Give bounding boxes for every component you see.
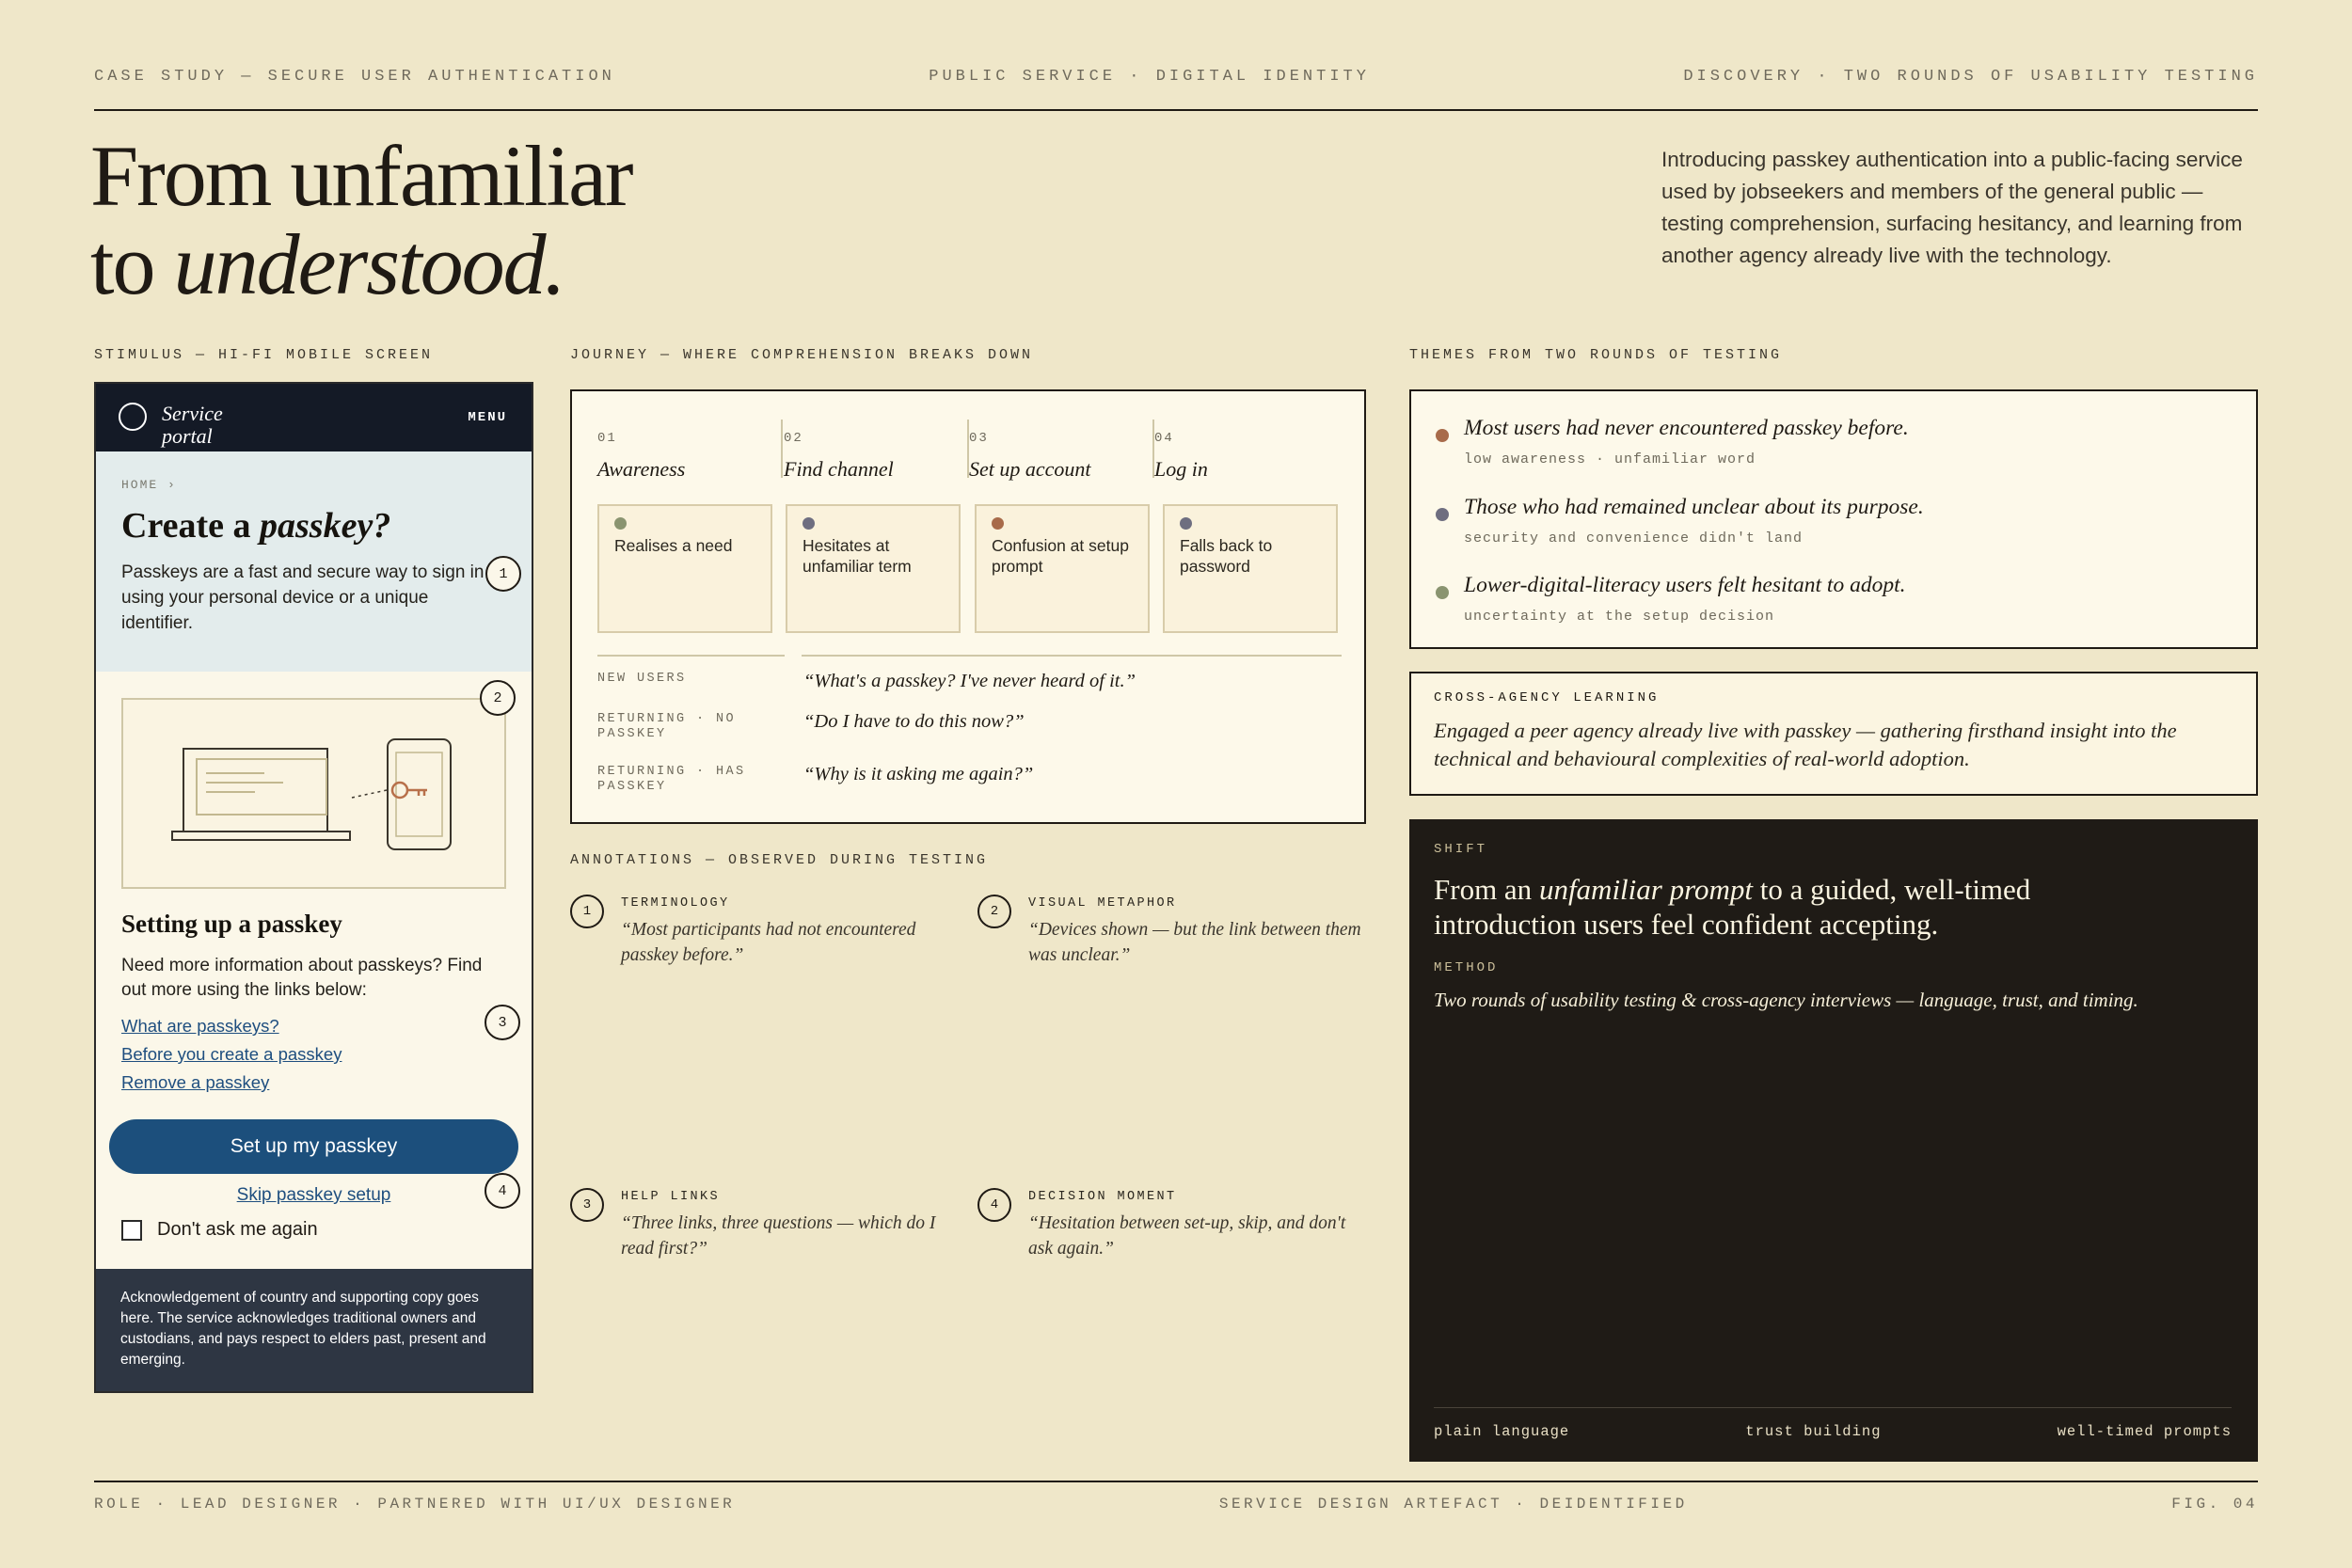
theme-subtitle: uncertainty at the setup decision [1464,609,1775,625]
mobile-screen-mockup [94,382,533,1393]
intro-paragraph: Introducing passkey authentication into a public-facing service used by jobseekers and members of the general public — testing comprehension, surfacing hesitancy, and learning from another agency already live with the technology. [1661,148,2243,267]
journey-card-3 [975,504,1150,633]
status-dot [614,517,627,530]
themes-panel [1409,389,2258,649]
title-line-2-prefix: to [90,216,174,312]
marker-3: 3 [485,1005,520,1040]
link-remove-passkey[interactable]: Remove a passkey [121,1072,270,1092]
stage-log-in [1154,420,1340,481]
themes-label: THEMES FROM TWO ROUNDS OF TESTING [1409,347,1783,363]
status-dot [992,517,1004,530]
help-links [121,1012,506,1097]
case-study-label: CASE STUDY — SECURE USER AUTHENTICATION [94,68,615,86]
phone-footer: Acknowledgement of country and supporting copy goes here. The service acknowledges traditional owners and custodians, and pays respect to elders past, present and emerging. [96,1269,532,1391]
card-text: Hesitates at unfamiliar term [803,536,912,576]
stimulus-label: STIMULUS — HI-FI MOBILE SCREEN [94,347,434,363]
setup-heading: Setting up a passkey [121,910,342,938]
setup-body: Need more information about passkeys? Find out more using the links below: [121,956,483,1000]
tag-well-timed-prompts: well-timed prompts [2057,1423,2232,1440]
annotation-heading: HELP LINKS [621,1190,721,1204]
theme-dot [1436,586,1449,599]
stage-awareness [597,420,783,481]
laptop-phone-key-icon [123,700,509,887]
phone-title-emphasis: passkey? [260,506,391,546]
devices-illustration [121,698,506,889]
divider [802,655,1342,657]
marker-1: 1 [485,556,521,592]
phone-header [96,384,532,451]
stage-name: Set up account [969,457,1091,481]
setup-passkey-button[interactable]: Set up my passkey [109,1119,518,1174]
annotation-quote: “Most participants had not encountered passkey before.” [621,920,916,965]
method-text: Two rounds of usability testing & cross-agency interviews — language, trust, and timing. [1434,989,2138,1011]
annotations-label: ANNOTATIONS — OBSERVED DURING TESTING [570,852,989,868]
status-dot [803,517,815,530]
annotation-marker: 2 [977,895,1011,928]
stage-name: Find channel [784,457,894,481]
annotation-quote: “Hesitation between set-up, skip, and don't ask again.” [1028,1213,1346,1259]
stage-number: 04 [1154,431,1174,446]
top-bar [94,56,2258,111]
annotation-heading: VISUAL METAPHOR [1028,896,1177,911]
page-title [90,128,632,312]
quote-new-users: “What's a passkey? I've never heard of it.” [803,671,1136,691]
tag-plain-language: plain language [1434,1423,1570,1440]
theme-dot [1436,429,1449,442]
theme-dot [1436,508,1449,521]
theme-title: Most users had never encountered passkey before. [1464,416,1909,440]
shift-panel [1409,819,2258,1462]
shift-tags [1434,1407,2232,1443]
breadcrumb[interactable]: HOME › [121,478,177,492]
cross-agency-label: CROSS-AGENCY LEARNING [1434,690,1660,705]
figure-label: FIG. 04 [2171,1496,2258,1513]
checkbox-label: Don't ask me again [157,1219,318,1240]
theme-title: Lower-digital-literacy users felt hesitant to adopt. [1464,573,1906,597]
journey-card-1 [597,504,772,633]
phone-hero [96,451,532,672]
method-label: METHOD [1434,960,1499,975]
domain-label: PUBLIC SERVICE · DIGITAL IDENTITY [929,68,1370,86]
phone-title-prefix: Create a [121,506,261,546]
shift-label: SHIFT [1434,842,1488,857]
cross-agency-panel [1409,672,2258,796]
card-text: Falls back to password [1180,536,1273,576]
annotation-heading: DECISION MOMENT [1028,1190,1177,1204]
role-label: ROLE · LEAD DESIGNER · PARTNERED WITH UI/UX DESIGNER [94,1496,736,1513]
theme-subtitle: security and convenience didn't land [1464,531,1804,546]
link-before-you-create[interactable]: Before you create a passkey [121,1044,342,1064]
title-line-1: From unfamiliar [90,128,632,224]
checkbox[interactable] [121,1220,142,1241]
journey-card-2 [786,504,961,633]
theme-title: Those who had remained unclear about its purpose. [1464,495,1924,519]
annotation-marker: 1 [570,895,604,928]
stage-number: 03 [969,431,989,446]
marker-2: 2 [480,680,516,716]
card-text: Realises a need [614,536,733,555]
quote-label-new-users: NEW USERS [597,672,687,686]
shift-title-prefix: From an [1434,873,1539,906]
title-emphasis: understood. [173,216,564,312]
tag-trust-building: trust building [1745,1423,1882,1440]
stage-name: Log in [1154,457,1208,481]
cross-agency-text: Engaged a peer agency already live with passkey — gathering firsthand insight into the technical and behavioural complexities of real-world adoption. [1434,719,2177,770]
status-dot [1180,517,1192,530]
annotation-quote: “Three links, three questions — which do I read first?” [621,1213,936,1259]
shift-title [1434,872,2036,942]
annotation-marker: 4 [977,1188,1011,1222]
phone-title [121,505,505,546]
service-brand: Service portal [162,402,223,448]
title-line-2 [90,216,632,312]
artefact-label: SERVICE DESIGN ARTEFACT · DEIDENTIFIED [1218,1496,1688,1513]
marker-4: 4 [485,1173,520,1209]
annotation-heading: TERMINOLOGY [621,896,730,911]
dont-ask-checkbox-row[interactable] [96,1206,532,1241]
stage-number: 01 [597,431,617,446]
annotation-marker: 3 [570,1188,604,1222]
menu-button[interactable]: MENU [468,410,507,425]
logo-icon [119,403,147,431]
journey-label: JOURNEY — WHERE COMPREHENSION BREAKS DOWN [570,347,1034,363]
divider [597,655,785,657]
stage-number: 02 [784,431,803,446]
quote-returning-no-passkey: “Do I have to do this now?” [803,711,1025,732]
shift-title-suffix: to a guided, well-timed introduction users feel confident accepting. [1434,873,2031,941]
quote-returning-has-passkey: “Why is it asking me again?” [803,764,1034,784]
skip-setup-link[interactable]: Skip passkey setup [236,1185,391,1205]
stage-name: Awareness [597,457,686,481]
quote-label-returning-no-passkey: RETURNING · NO PASSKEY [597,712,737,741]
theme-subtitle: low awareness · unfamiliar word [1464,451,1756,467]
phone-lead: Passkeys are a fast and secure way to sign in using your personal device or a unique identifier. [121,562,485,633]
stage-find-channel [784,420,969,481]
shift-title-emphasis: unfamiliar prompt [1538,873,1754,906]
bottom-bar [94,1481,2258,1518]
annotation-quote: “Devices shown — but the link between them was unclear.” [1028,920,1361,965]
link-what-are-passkeys[interactable]: What are passkeys? [121,1016,279,1036]
journey-card-4 [1163,504,1338,633]
quote-label-returning-has-passkey: RETURNING · HAS PASSKEY [597,765,746,794]
phone-setup-section [96,889,532,1097]
card-text: Confusion at setup prompt [992,536,1129,576]
phase-label: DISCOVERY · TWO ROUNDS OF USABILITY TESTING [1683,68,2258,86]
journey-panel [570,389,1366,824]
stage-set-up-account [969,420,1154,481]
